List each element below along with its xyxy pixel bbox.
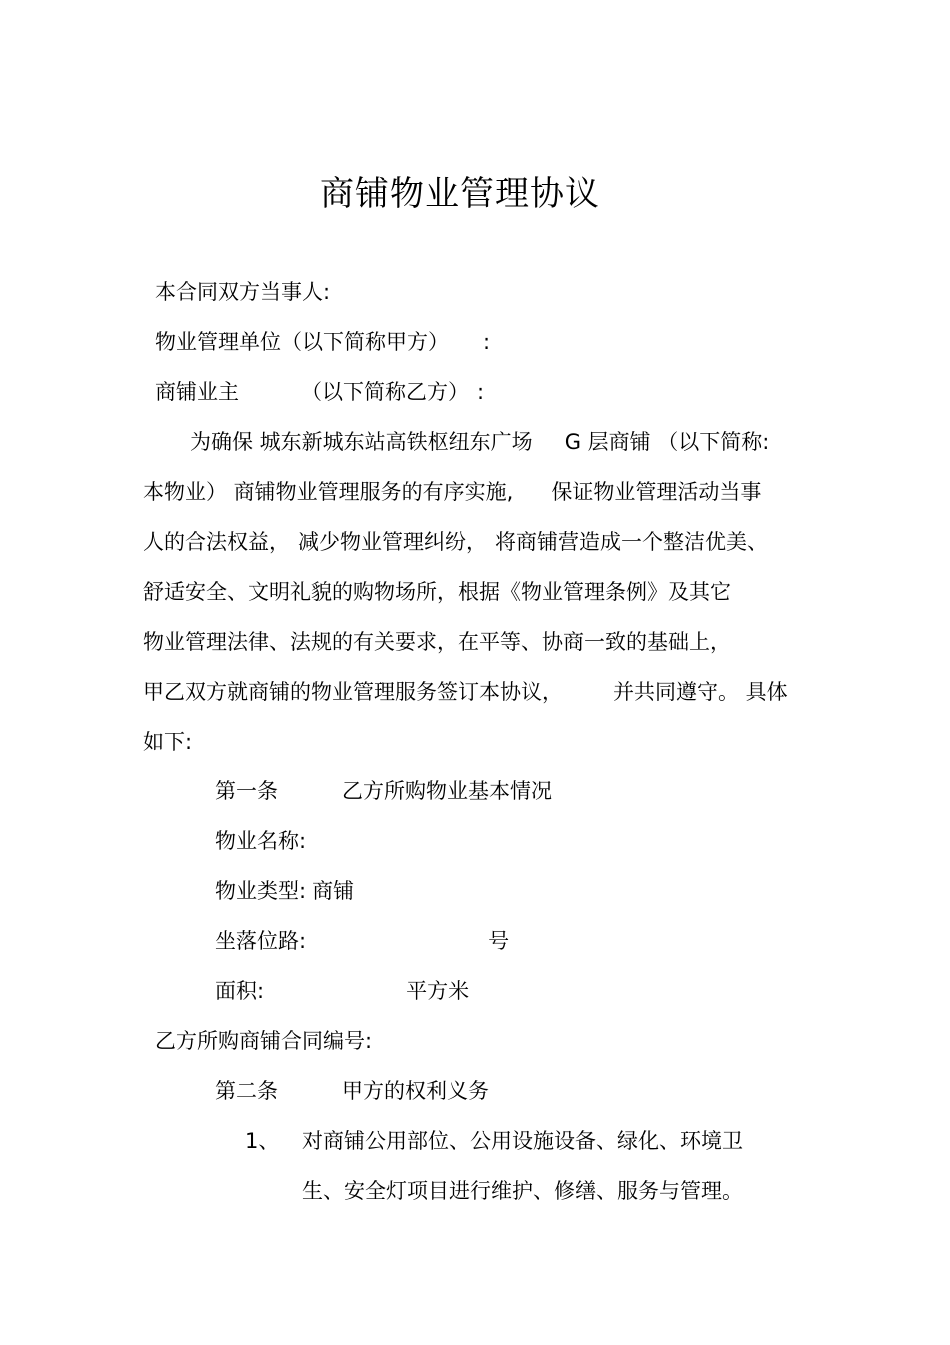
preamble-line-7: 如下: [143,730,193,754]
article-number: 第二条 [215,1079,278,1103]
preamble-text: 人的合法权益， [143,530,290,554]
article-2-heading [215,1076,489,1106]
party-b-note: （以下简称乙方） [301,380,469,404]
parties-intro: 本合同双方当事人: [155,280,331,304]
preamble-text: 并共同遵守。 具体 [613,680,788,704]
property-type-label: 物业类型: [215,879,307,903]
document-title: 商铺物业管理协议 [320,174,600,214]
location-suffix: 号 [488,929,510,953]
preamble-text: 本物业） 商铺物业管理服务的有序实施, [143,480,514,504]
item-1-number: 1、 [245,1129,280,1153]
preamble-line-3 [143,527,768,557]
party-a-colon: : [483,330,491,354]
article-1-heading [215,776,552,806]
preamble-line-1 [190,427,769,457]
party-a-line [155,327,490,357]
preamble-line-6 [143,677,788,707]
location-line [215,926,509,956]
party-b-label: 商铺业主 [155,380,239,404]
preamble-line-2 [143,477,761,507]
preamble-text: 保证物业管理活动当事 [551,480,762,504]
item-1-line-2: 生、安全灯项目进行维护、修缮、服务与管理。 [302,1179,743,1203]
party-b-colon: : [477,380,485,404]
contract-number-label: 乙方所购商铺合同编号: [155,1029,373,1053]
article-title: 甲方的权利义务 [342,1079,489,1103]
item-1-line-1: 对商铺公用部位、公用设施设备、绿化、环境卫 [302,1129,743,1153]
preamble-text: 减少物业管理纠纷， [298,530,487,554]
preamble-line-5: 物业管理法律、法规的有关要求，在平等、协商一致的基础上， [143,630,731,654]
property-name-label: 物业名称: [215,829,307,853]
area-label: 面积: [215,979,265,1003]
party-b-line [155,377,484,407]
area-unit: 平方米 [406,979,470,1003]
article-number: 第一条 [215,779,278,803]
party-a-label: 物业管理单位（以下简称甲方） [155,330,449,354]
article-title: 乙方所购物业基本情况 [342,779,552,803]
property-type-value: 商铺 [312,879,355,903]
property-type-line [215,876,354,906]
area-line [215,976,469,1006]
preamble-line-4: 舒适安全、文明礼貌的购物场所，根据《物业管理条例》及其它 [143,580,731,604]
preamble-text: 将商铺营造成一个整洁优美、 [495,530,768,554]
location-label: 坐落位路: [215,929,307,953]
preamble-text: G 层商铺 （以下简称: [564,430,770,454]
preamble-text: 甲乙双方就商铺的物业管理服务签订本协议， [143,680,563,704]
preamble-text: 为确保 城东新城东站高铁枢纽东广场 [190,430,533,454]
